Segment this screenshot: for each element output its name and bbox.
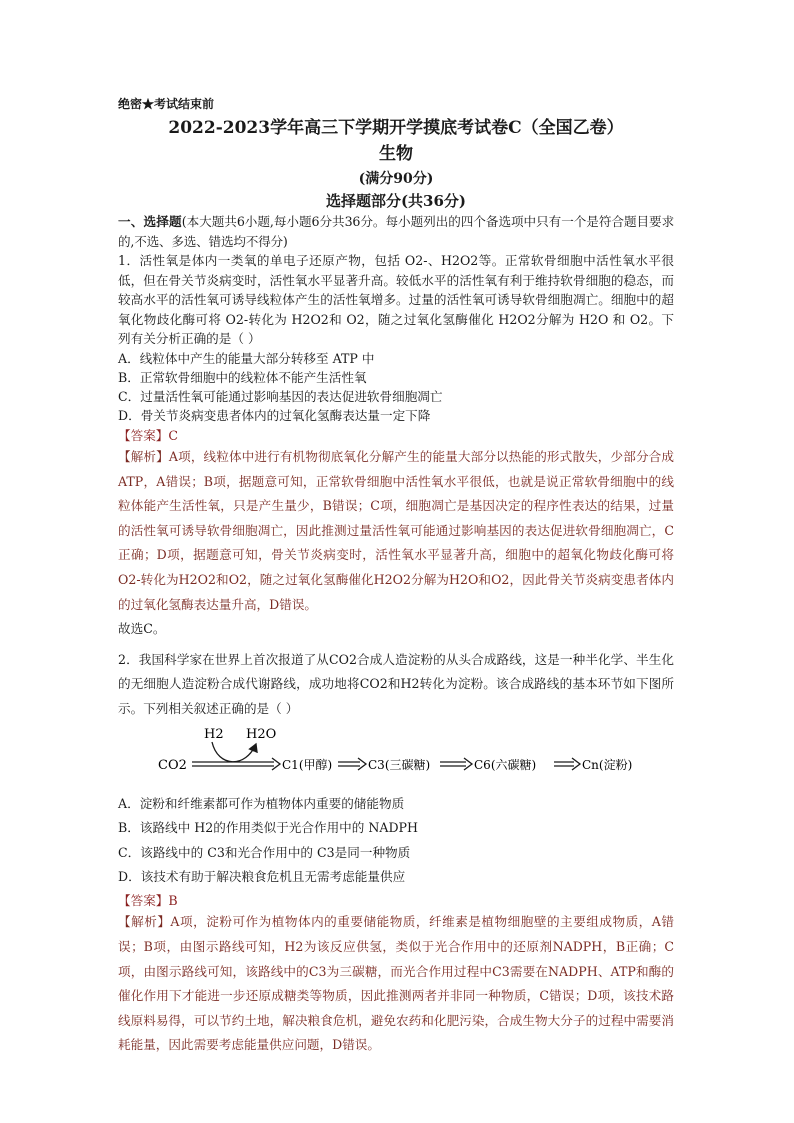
question-2-option-a: A．淀粉和纤维素都可作为植物体内重要的储能物质 bbox=[118, 795, 405, 811]
question-1-option-c: C．过量活性氧可能通过影响基因的表达促进软骨细胞凋亡 bbox=[118, 388, 443, 404]
question-1-analysis bbox=[118, 445, 674, 617]
analysis-text: A项，淀粉可作为植物体内的重要储能物质，纤维素是植物细胞壁的主要组成物质，A错误；B项，由图示路线可知，H2为该反应供氢，类似于光合作用中的还原剂NADPH，B正确；C项，由图示路线可知，该路线中的C3为三碳糖，而光合作用过程中C3需要在NADPH、ATP和酶的催化作用下才能进一步还原成糖类等物质，因此推测两者并非同一种物质，C错误；D项，该技术路线原料易得，可以节约土地，解决粮食危机，避免农药和化肥污染，合成生物大分子的过程中需要消耗能量，因此需要考虑能量供应问题，D错误。 bbox=[118, 914, 674, 1053]
analysis-text: A项，线粒体中进行有机物彻底氧化分解产生的能量大部分以热能的形式散失，少部分合成ATP，A错误；B项，据题意可知，正常软骨细胞中活性氧水平很低，也就是说正常软骨细胞中的线粒体能产生活性氧，只是产生量少，B错误；C项，细胞凋亡是基因决定的程序性表达的结果，过量的活性氧可诱导软骨细胞凋亡，因此推测过量活性氧可能通过影响基因的表达促进软骨细胞凋亡，C正确；D项，据题意可知，骨关节炎病变时，活性氧水平显著升高，细胞中的超氧化物歧化酶可将O2-转化为H2O2和O2，随之过氧化氢酶催化H2O2分解为H2O和O2，因此骨关节炎病变患者体内的过氧化氢酶表达量升高，D错误。 bbox=[118, 449, 674, 612]
answer-tag: 【答案】 bbox=[118, 892, 169, 908]
arrow-co2-c1 bbox=[192, 758, 280, 770]
question-2-option-b: B．该路线中 H2的作用类似于光合作用中的 NADPH bbox=[118, 820, 419, 836]
subject-title: 生物 bbox=[379, 144, 413, 164]
cn-label: Cn(淀粉) bbox=[582, 757, 633, 772]
c1-label: C1(甲醇) bbox=[282, 757, 333, 772]
full-score: (满分90分) bbox=[358, 171, 434, 187]
question-1-option-a: A．线粒体中产生的能量大部分转移至 ATP 中 bbox=[118, 350, 375, 366]
answer-value: C bbox=[168, 427, 179, 443]
answer-tag: 【答案】 bbox=[118, 427, 169, 443]
c3-label: C3(三碳糖) bbox=[368, 757, 431, 772]
h2o-label: H2O bbox=[246, 726, 277, 742]
question-2-stem: 2．我国科学家在世界上首次报道了从CO2合成人造淀粉的从头合成路线，这是一种半化学、半生化的无细胞人造淀粉合成代谢路线，成功地将CO2和H2转化为淀粉。该合成路线的基本环节如下图所示。下列相关叙述正确的是（ ） bbox=[118, 651, 674, 716]
synthesis-pathway-diagram bbox=[118, 724, 674, 788]
question-1-conclusion: 故选C。 bbox=[118, 621, 166, 637]
answer-value: B bbox=[168, 892, 178, 908]
question-2-answer bbox=[118, 891, 674, 911]
arrow-c1-c3 bbox=[338, 758, 366, 770]
co2-label: CO2 bbox=[158, 757, 187, 773]
question-1-option-b: B．正常软骨细胞中的线粒体不能产生活性氧 bbox=[118, 369, 367, 385]
question-2-option-d: D．该技术有助于解决粮食危机且无需考虑能量供应 bbox=[118, 869, 406, 885]
analysis-tag: 【解析】 bbox=[118, 914, 171, 930]
exam-title: 2022-2023学年高三下学期开学摸底考试卷C（全国乙卷） bbox=[168, 118, 624, 138]
question-1 bbox=[118, 251, 674, 642]
question-2-option-c: C．该路线中的 C3和光合作用中的 C3是同一种物质 bbox=[118, 844, 411, 860]
analysis-tag: 【解析】 bbox=[118, 449, 169, 464]
arrow-c6-cn bbox=[554, 758, 580, 770]
confidential-label: 绝密★考试结束前 bbox=[118, 97, 215, 111]
question-2 bbox=[118, 648, 674, 1058]
question-1-answer bbox=[118, 426, 674, 446]
pathway-svg bbox=[118, 724, 674, 788]
instructions-lead: 一、选择题 bbox=[118, 214, 182, 229]
section-instructions bbox=[118, 212, 674, 251]
instructions-body: (本大题共6小题,每小题6分共36分。每小题列出的四个备选项中只有一个是符合题目要求的,不选、多选、错选均不得分) bbox=[118, 214, 674, 249]
question-1-stem: 1．活性氧是体内一类氧的单电子还原产物，包括 O2-、H2O2等。正常软骨细胞中活性氧水平很低，但在骨关节炎病变时，活性氧水平显著升高。较低水平的活性氧有利于维持软骨细胞的稳态，而较高水平的活性氧可诱导线粒体产生的活性氧增多。过量的活性氧可诱导软骨细胞凋亡。细胞中的超氧化物歧化酶可将 O2-转化为 H2O2和 O2，随之过氧化氢酶催化 H2O2分解为 H2O 和 O2。下列有关分析正确的是（ ） bbox=[118, 253, 674, 346]
question-2-analysis bbox=[118, 910, 674, 1058]
question-1-option-d: D．骨关节炎病变患者体内的过氧化氢酶表达量一定下降 bbox=[118, 407, 431, 423]
c6-label: C6(六碳糖) bbox=[474, 757, 537, 772]
section-title: 选择题部分(共36分) bbox=[325, 192, 467, 210]
h2-label: H2 bbox=[204, 726, 224, 742]
exam-page bbox=[118, 96, 674, 1058]
h2-to-h2o-arrow bbox=[212, 742, 256, 762]
arrow-c3-c6 bbox=[440, 758, 472, 770]
